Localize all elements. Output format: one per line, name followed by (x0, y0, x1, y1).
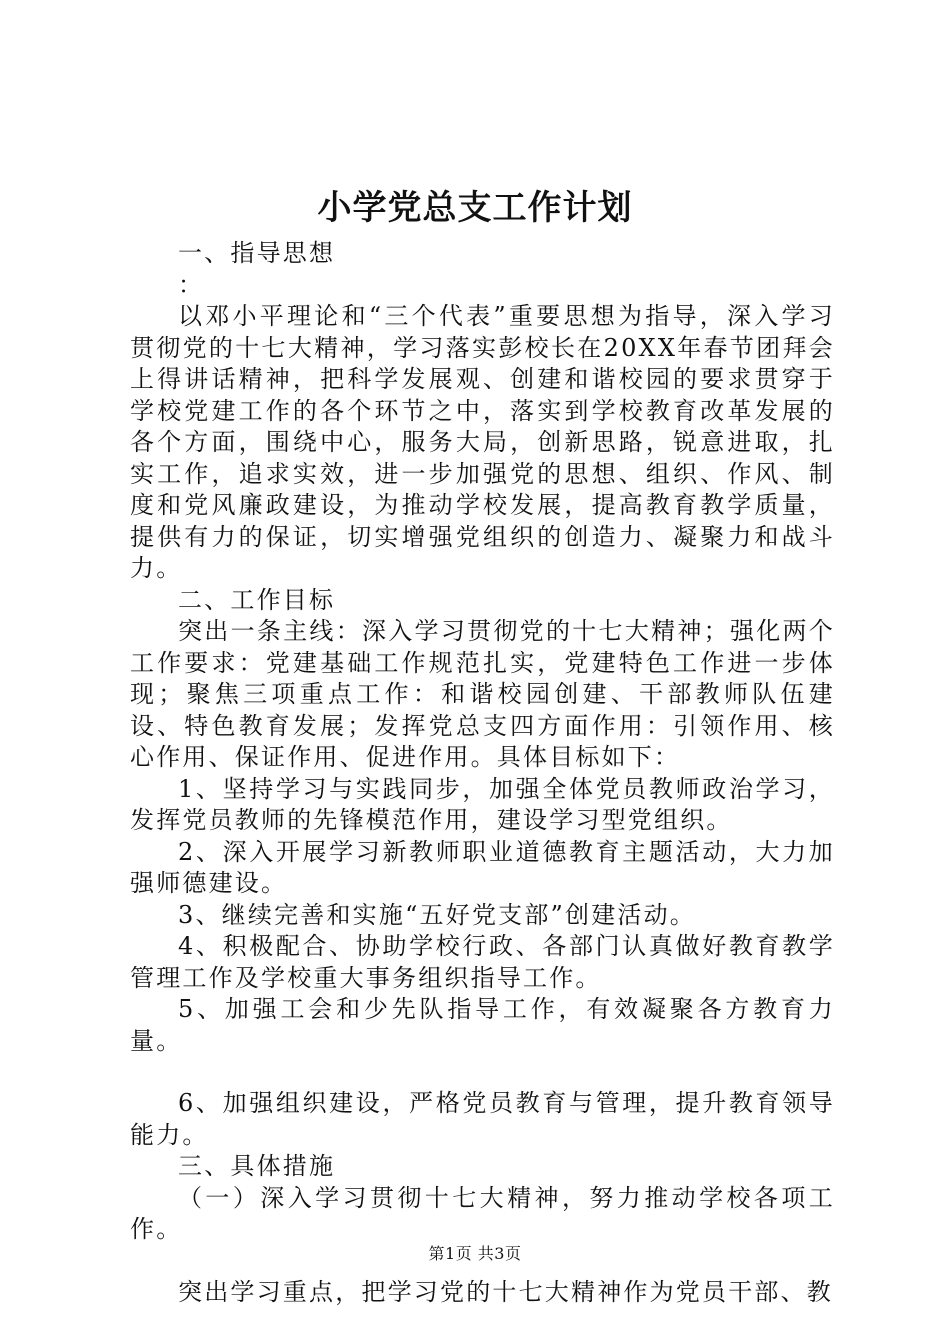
paragraph-guiding-thought: 以邓小平理论和“三个代表”重要思想为指导，深入学习贯彻党的十七大精神，学习落实彭校长在20XX年春节团拜会上得讲话精神，把科学发展观、创建和谐校园的要求贯穿于学校党建工作的各个环节之中，落实到学校教育改革发展的各个方面，围绕中心，服务大局，创新思路，锐意进取，扎实工作，追求实效，进一步加强党的思想、组织、作风、制度和党风廉政建设，为推动学校发展，提高教育教学质量，提供有力的保证，切实增强党组织的创造力、凝聚力和战斗力。 (130, 302, 835, 582)
section-heading-measures: 三、具体措施 (178, 1152, 336, 1180)
goal-item-3: 3、继续完善和实施“五好党支部”创建活动。 (178, 900, 697, 929)
paragraph-work-goals: 突出一条主线：深入学习贯彻党的十七大精神；强化两个工作要求：党建基础工作规范扎实，党建特色工作进一步体现；聚焦三项重点工作：和谐校园创建、干部教师队伍建设、特色教育发展；发挥党总支四方面作用：引领作用、核心作用、保证作用、促进作用。具体目标如下： (130, 617, 835, 771)
page-footer: 第1页 共3页 (428, 1244, 522, 1263)
goal-item-6: 6、加强组织建设，严格党员教育与管理，提升教育领导能力。 (130, 1089, 835, 1149)
paragraph-gap (130, 1057, 835, 1088)
goal-item-5: 5、加强工会和少先队指导工作，有效凝聚各方教育力量。 (130, 995, 835, 1055)
document-body (130, 238, 835, 1308)
measure-paragraph-1: 突出学习重点，把学习党的十七大精神作为党员干部、教 (178, 1277, 833, 1306)
goal-item-1: 1、坚持学习与实践同步，加强全体党员教师政治学习，发挥党员教师的先锋模范作用，建设学习型党组织。 (130, 774, 835, 834)
document-title: 小学党总支工作计划 (317, 188, 633, 228)
measure-subheading-1: （一）深入学习贯彻十七大精神，努力推动学校各项工作。 (130, 1183, 835, 1243)
goal-item-2: 2、深入开展学习新教师职业道德教育主题活动，大力加强师德建设。 (130, 837, 835, 897)
section-heading-work-goals: 二、工作目标 (178, 585, 336, 614)
section-heading-guiding-thought: 一、指导思想 (178, 239, 336, 267)
colon-line: ： (178, 270, 205, 299)
goal-item-4: 4、积极配合、协助学校行政、各部门认真做好教育教学管理工作及学校重大事务组织指导工作。 (130, 932, 835, 992)
